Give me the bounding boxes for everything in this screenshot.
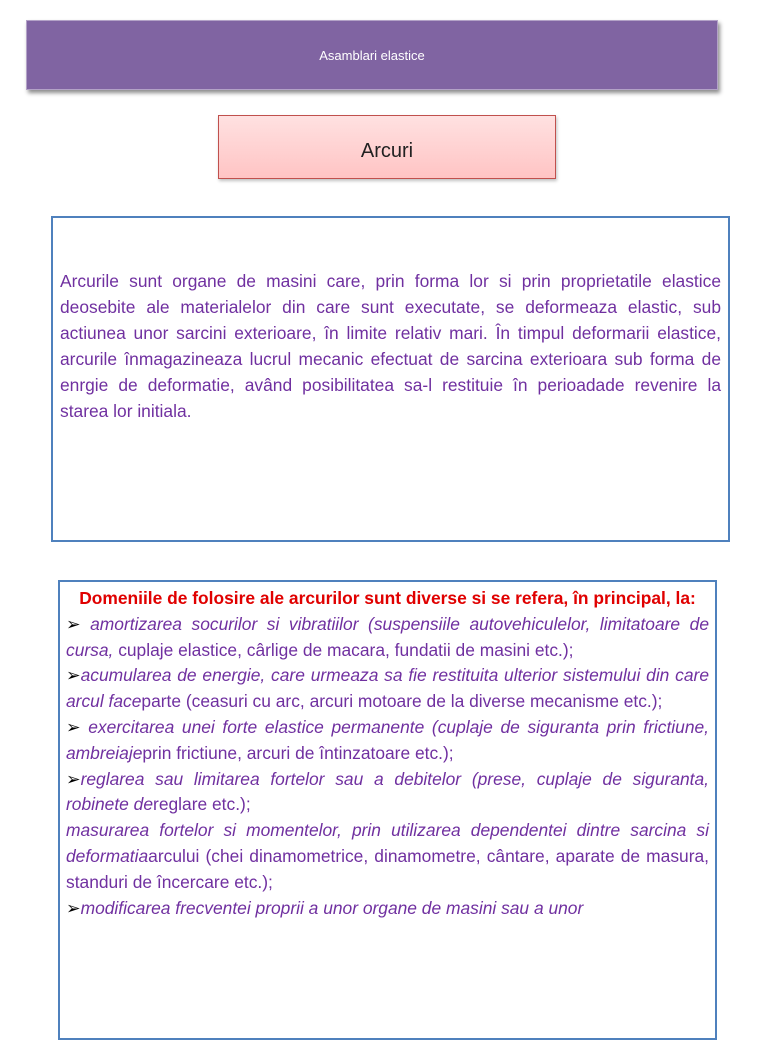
definition-text: Arcurile sunt organe de masini care, prin forma lor si prin proprietatile elastice deosebite ale materialelor din care sunt executate, se deformeaza elastic, sub actiunea unor sarcini exterioare, în limite relativ mari. În timpul deformarii elastice, arcurile înmagazineaza lucrul mecanic efectuat de sarcina exterioara sub forma de enrgie de deformatie, având posibilitatea sa-l restituie în perioadade revenire la starea lor initiala. [60,271,721,421]
list-item-italic: acumularea de energie, care urmeaza sa fie restituita ulterior sistemului din care arcul face [66,665,709,712]
slide-title: Asamblari elastice [319,47,425,63]
slide-title-bar [26,20,718,90]
uses-content [60,582,715,921]
list-item-italic: exercitarea unei forte elastice permanente (cuplaje de siguranta prin frictiune, ambreiaje [66,716,709,763]
arrow-bullet-icon: ➢ [66,665,81,686]
arrow-bullet-icon: ➢ [66,768,81,789]
list-item-text: reglare etc.); [153,794,251,815]
list-item [66,715,709,767]
list-item-italic: masurarea fortelor si momentelor, prin utilizarea dependentei dintre sarcina si deformatia [66,820,709,866]
uses-title: Domeniile de folosire ale arcurilor sunt diverse si se refera, în principal, la: [79,588,696,608]
list-item [66,767,709,819]
list-item-italic: amortizarea socurilor si vibratiilor (suspensiile autovehiculelor, limitatoare de cursa, [66,613,709,660]
section-heading-box [218,115,556,179]
list-item [66,896,709,922]
list-item-text: prin frictiune, arcuri de întinzatoare etc.); [142,742,454,763]
list-item [66,612,709,664]
definition-box [51,216,730,542]
list-item-text: parte (ceasuri cu arc, arcuri motoare de la diverse mecanisme etc.); [141,691,663,712]
arrow-bullet-icon: ➢ [66,613,81,634]
section-heading: Arcuri [360,139,414,162]
list-item-text: cuplaje elastice, cârlige de macara, fundatii de masini etc.); [113,639,574,660]
list-item-text: arcului (chei dinamometrice, dinamometre, cântare, aparate de masura, standuri de încercare etc.); [66,845,709,892]
arrow-bullet-icon: ➢ [66,897,81,918]
arrow-bullet-icon: ➢ [66,716,81,737]
uses-box [58,580,717,1040]
list-item-italic: reglarea sau limitarea fortelor sau a debitelor (prese, cuplaje de siguranta, robinete de [66,768,709,815]
list-item [66,818,709,895]
list-item [66,663,709,715]
list-item-italic: modificarea frecventei proprii a unor organe de masini sau a unor [80,897,584,918]
